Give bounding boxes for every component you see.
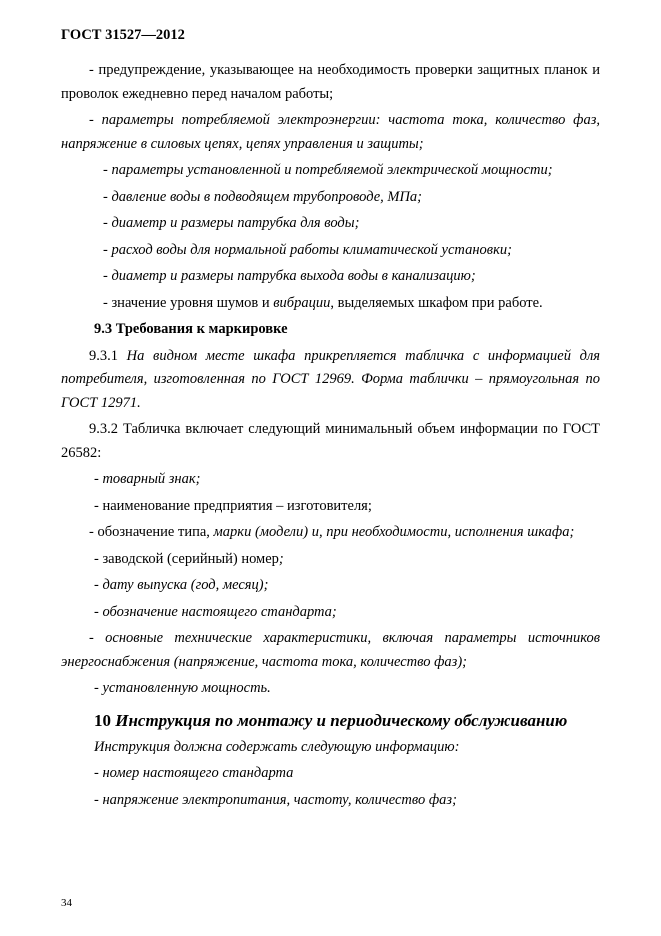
section-heading-10 (61, 706, 600, 736)
section-title: Инструкция по монтажу и периодическому обслуживанию (115, 710, 568, 730)
list-item-text-italic: вибрации (273, 294, 331, 311)
list-item-text-italic: марки (модели) и, при необходимости, исполнения шкафа; (213, 524, 575, 540)
list-item (61, 521, 600, 545)
list-item: - диаметр и размеры патрубка для воды; (103, 215, 360, 231)
list-item: - расход воды для нормальной работы климатической установки; (103, 241, 512, 258)
list-item-text: - заводской (серийный) номер (94, 550, 279, 567)
clause-number: 9.3.1 (89, 347, 127, 364)
list-item-text: - обозначение типа, (89, 524, 214, 540)
list-item: - давление воды в подводящем трубопроводе, МПа; (103, 188, 423, 205)
list-item-text: , выделяемых шкафом при работе. (330, 294, 543, 311)
list-item: - обозначение настоящего стандарта; (94, 603, 337, 620)
list-item: - дату выпуска (год, месяц); (94, 577, 269, 593)
list-item (61, 548, 600, 572)
list-item: - параметры потребляемой электроэнергии: частота тока, количество фаз, напряжение в силовых цепях, цепях управления и защиты; (61, 112, 600, 152)
list-item: - параметры установленной и потребляемой электрической мощности; (103, 162, 553, 178)
list-item: - предупреждение, указывающее на необходимость проверки защитных планок и проволок ежедневно перед началом работы; (61, 62, 600, 102)
list-item: - диаметр и размеры патрубка выхода воды в канализацию; (103, 268, 476, 284)
list-item: - основные технические характеристики, включая параметры источников энергоснабжения (напряжение, частота тока, количество фаз); (61, 630, 600, 670)
list-item-text-italic: ; (278, 550, 284, 567)
list-item: - напряжение электропитания, частоту, количество фаз; (94, 791, 457, 808)
list-item: - установленную мощность. (94, 680, 271, 696)
section-heading-9-3: 9.3 Требования к маркировке (94, 321, 288, 337)
clause-text: На видном месте шкафа прикрепляется табличка с информацией для потребителя, изготовленная по ГОСТ 12969. Форма таблички – прямоугольная по ГОСТ 12971. (61, 347, 601, 411)
paragraph-9-3-2: 9.3.2 Табличка включает следующий минимальный объем информации по ГОСТ 26582: (61, 421, 600, 461)
page-number: 34 (61, 897, 72, 909)
list-item: - товарный знак; (94, 471, 201, 487)
section-number: 10 (94, 710, 116, 730)
document-header: ГОСТ 31527—2012 (61, 27, 185, 43)
list-item: - номер настоящего стандарта (94, 765, 294, 781)
page-content (61, 59, 600, 815)
list-item: - наименование предприятия – изготовителя; (94, 497, 372, 514)
paragraph-9-3-1 (61, 345, 600, 416)
list-item (61, 292, 600, 316)
paragraph-intro: Инструкция должна содержать следующую информацию: (94, 738, 460, 755)
list-item-text: - значение уровня шумов и (103, 294, 274, 311)
